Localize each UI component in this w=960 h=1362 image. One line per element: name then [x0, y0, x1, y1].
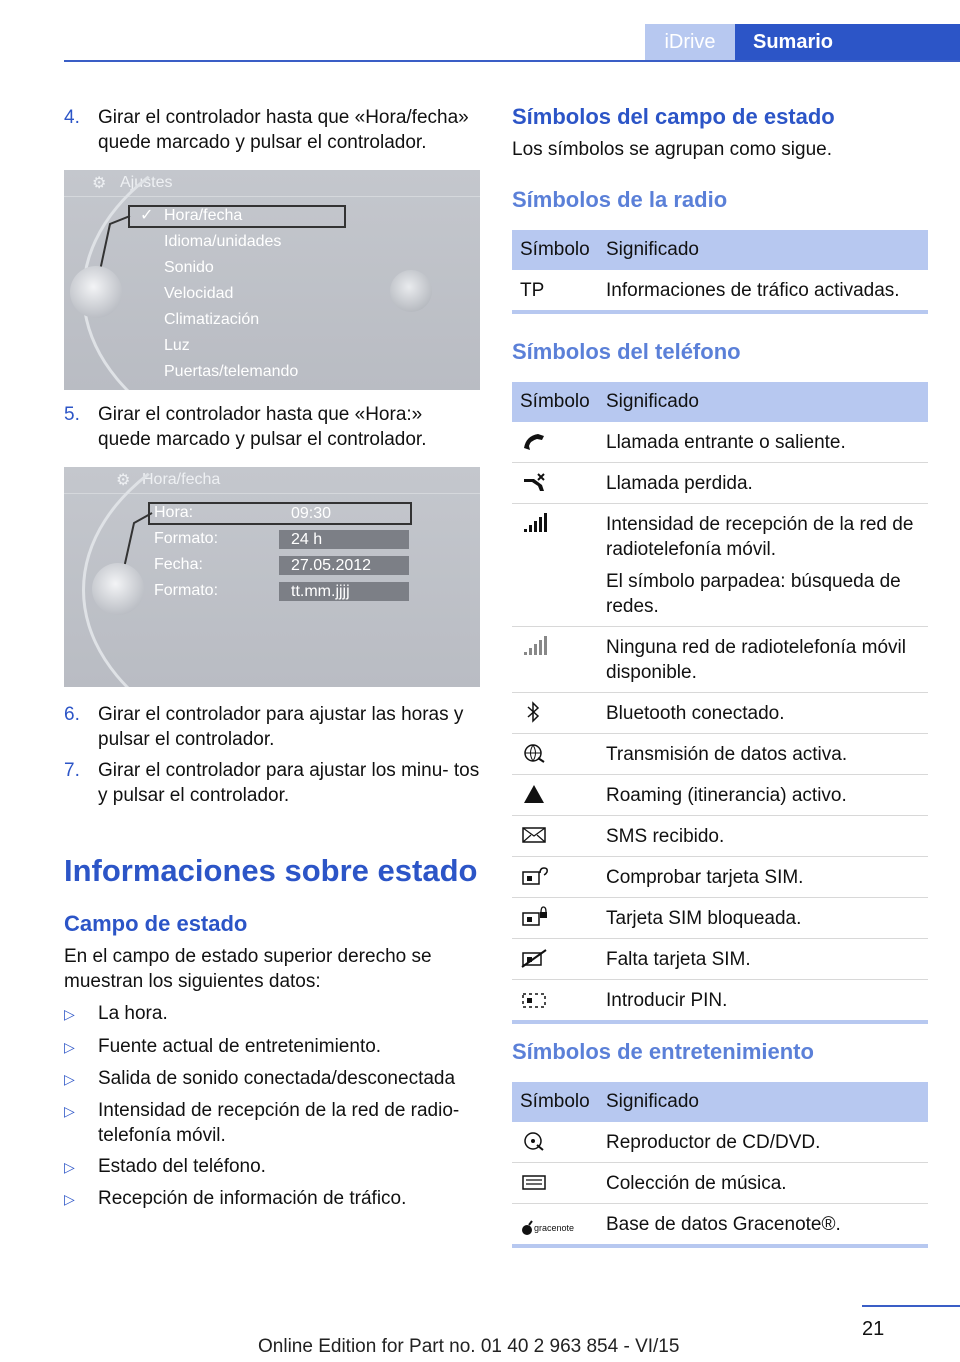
- header-tab-sumario[interactable]: Sumario: [735, 24, 960, 61]
- step-6: [64, 702, 480, 752]
- step-text: Girar el controlador para ajustar las horas y pulsar el controlador.: [98, 704, 464, 750]
- table-row: Llamada perdida.: [512, 463, 928, 504]
- bullet-item: ▷ La hora.: [64, 1001, 484, 1026]
- table-row: Reproductor de CD/DVD.: [512, 1122, 928, 1163]
- step-text: Girar el controlador para ajustar los minu‐ tos y pulsar el controlador.: [98, 760, 480, 806]
- bullet-triangle-icon: ▷: [64, 1103, 75, 1119]
- music-collection-icon: [512, 1163, 606, 1203]
- step-text: Girar el controlador hasta que «Hora:» quede marcado y pulsar el controlador.: [98, 404, 427, 450]
- entertainment-table: [512, 1082, 928, 1248]
- table-row: Tarjeta SIM bloqueada.: [512, 898, 928, 939]
- no-signal-icon: [512, 627, 606, 692]
- bullet-triangle-icon: ▷: [64, 1191, 75, 1207]
- phone-table: [512, 382, 928, 1024]
- header-rule: [64, 60, 960, 62]
- bullet-item: ▷ Estado del teléfono.: [64, 1154, 484, 1179]
- bullet-triangle-icon: ▷: [64, 1006, 75, 1022]
- phone-handset-icon: [512, 422, 606, 462]
- menu-item[interactable]: Luz: [164, 337, 190, 354]
- step-text: Girar el controlador hasta que «Hora/fecha» quede marcado y pulsar el controlador.: [98, 107, 469, 153]
- step-number: 4.: [64, 107, 80, 128]
- menu-item[interactable]: Puertas/telemando: [164, 363, 299, 380]
- options-knob-icon: [390, 270, 432, 312]
- radio-title: Símbolos de la radio: [512, 187, 728, 212]
- bullet-item: ▷ Salida de sonido conectada/desconectada: [64, 1066, 484, 1091]
- controller-knob-icon: [92, 563, 144, 615]
- table-header: Símbolo Significado: [512, 230, 928, 270]
- enter-pin-icon: [512, 980, 606, 1020]
- table-row: Llamada entrante o saliente.: [512, 422, 928, 463]
- check-sim-icon: [512, 857, 606, 897]
- table-row: Roaming (itinerancia) activo.: [512, 775, 928, 816]
- step-number: 6.: [64, 704, 80, 725]
- field-value[interactable]: 24 h: [279, 530, 409, 549]
- sms-icon: [512, 816, 606, 856]
- step-number: 7.: [64, 760, 80, 781]
- radio-table: [512, 230, 928, 314]
- field-value[interactable]: 09:30: [291, 505, 332, 522]
- field-label: Formato:: [154, 582, 219, 599]
- roaming-icon: [512, 775, 606, 815]
- table-row: gracenote Base de datos Gracenote®.: [512, 1204, 928, 1244]
- phone-title: Símbolos del teléfono: [512, 339, 741, 364]
- bullet-triangle-icon: ▷: [64, 1159, 75, 1175]
- gear-icon: ⚙: [92, 175, 107, 192]
- screen-title: Ajustes: [120, 174, 173, 191]
- signal-strength-icon: [512, 504, 606, 626]
- bullet-triangle-icon: ▷: [64, 1071, 75, 1087]
- table-row: Bluetooth conectado.: [512, 693, 928, 734]
- step-4: [64, 105, 480, 155]
- table-row: Intensidad de recepción de la red de radiotelefonía móvil. El símbolo parpadea: búsqueda de redes.: [512, 504, 928, 627]
- menu-item[interactable]: Velocidad: [164, 285, 234, 302]
- cd-dvd-icon: [512, 1122, 606, 1162]
- page-number: 21: [862, 1318, 885, 1340]
- table-row: Transmisión de datos activa.: [512, 734, 928, 775]
- header-tab-idrive[interactable]: iDrive: [645, 24, 735, 61]
- table-row: TP Informaciones de tráfico activadas.: [520, 280, 900, 301]
- field-label: Hora:: [154, 504, 194, 521]
- field-label: Formato:: [154, 530, 219, 547]
- bullet-triangle-icon: ▷: [64, 1039, 75, 1055]
- table-row: Ninguna red de radiotelefonía móvil disponible.: [512, 627, 928, 693]
- table-end-rule: [512, 1244, 928, 1248]
- table-row: Falta tarjeta SIM.: [512, 939, 928, 980]
- menu-item[interactable]: Idioma/unidades: [164, 233, 282, 250]
- menu-item[interactable]: Climatización: [164, 311, 260, 328]
- menu-item[interactable]: Hora/fecha: [164, 207, 243, 224]
- step-7: [64, 758, 480, 808]
- screenshot-hora-fecha: [64, 467, 480, 687]
- bluetooth-icon: [512, 693, 606, 733]
- gracenote-logo-icon: gracenote: [512, 1204, 606, 1244]
- table-end-rule: [512, 310, 928, 314]
- bullet-item: ▷ Recepción de información de tráfico.: [64, 1186, 484, 1211]
- table-header: Símbolo Significado: [512, 382, 928, 422]
- screen-title: Hora/fecha: [142, 471, 221, 488]
- sim-locked-icon: [512, 898, 606, 938]
- subsection-title: Campo de estado: [64, 911, 248, 936]
- step-5: [64, 402, 480, 452]
- table-end-rule: [512, 1020, 928, 1024]
- bullet-item: ▷ Fuente actual de entretenimiento.: [64, 1034, 484, 1059]
- symbols-intro: Los símbolos se agrupan como sigue.: [512, 139, 833, 160]
- gear-icon: ⚙: [116, 472, 131, 489]
- data-transfer-icon: [512, 734, 606, 774]
- section-title: Informaciones sobre estado: [64, 853, 478, 888]
- bullet-item: ▷ Intensidad de recepción de la red de radio‐ telefonía móvil.: [64, 1100, 460, 1146]
- symbols-title: Símbolos del campo de estado: [512, 104, 835, 129]
- table-row: Colección de música.: [512, 1163, 928, 1204]
- entertainment-title: Símbolos de entretenimiento: [512, 1039, 814, 1064]
- no-sim-icon: [512, 939, 606, 979]
- table-row: Introducir PIN.: [512, 980, 928, 1020]
- table-row: Comprobar tarjeta SIM.: [512, 857, 928, 898]
- footer-rule: [862, 1305, 960, 1307]
- table-header: Símbolo Significado: [512, 1082, 928, 1122]
- check-icon: ✓: [140, 207, 154, 224]
- field-value[interactable]: tt.mm.jjjj: [279, 582, 409, 601]
- field-value[interactable]: 27.05.2012: [279, 556, 409, 575]
- table-row: SMS recibido.: [512, 816, 928, 857]
- step-number: 5.: [64, 404, 80, 425]
- section-intro: En el campo de estado superior derecho se muestran los siguientes datos:: [64, 946, 432, 992]
- screenshot-ajustes: [64, 170, 480, 390]
- field-label: Fecha:: [154, 556, 203, 573]
- menu-item[interactable]: Sonido: [164, 259, 214, 276]
- footer-edition: Online Edition for Part no. 01 40 2 963 854 - VI/15: [258, 1336, 680, 1357]
- controller-knob-icon: [70, 266, 122, 318]
- missed-call-icon: [512, 463, 606, 503]
